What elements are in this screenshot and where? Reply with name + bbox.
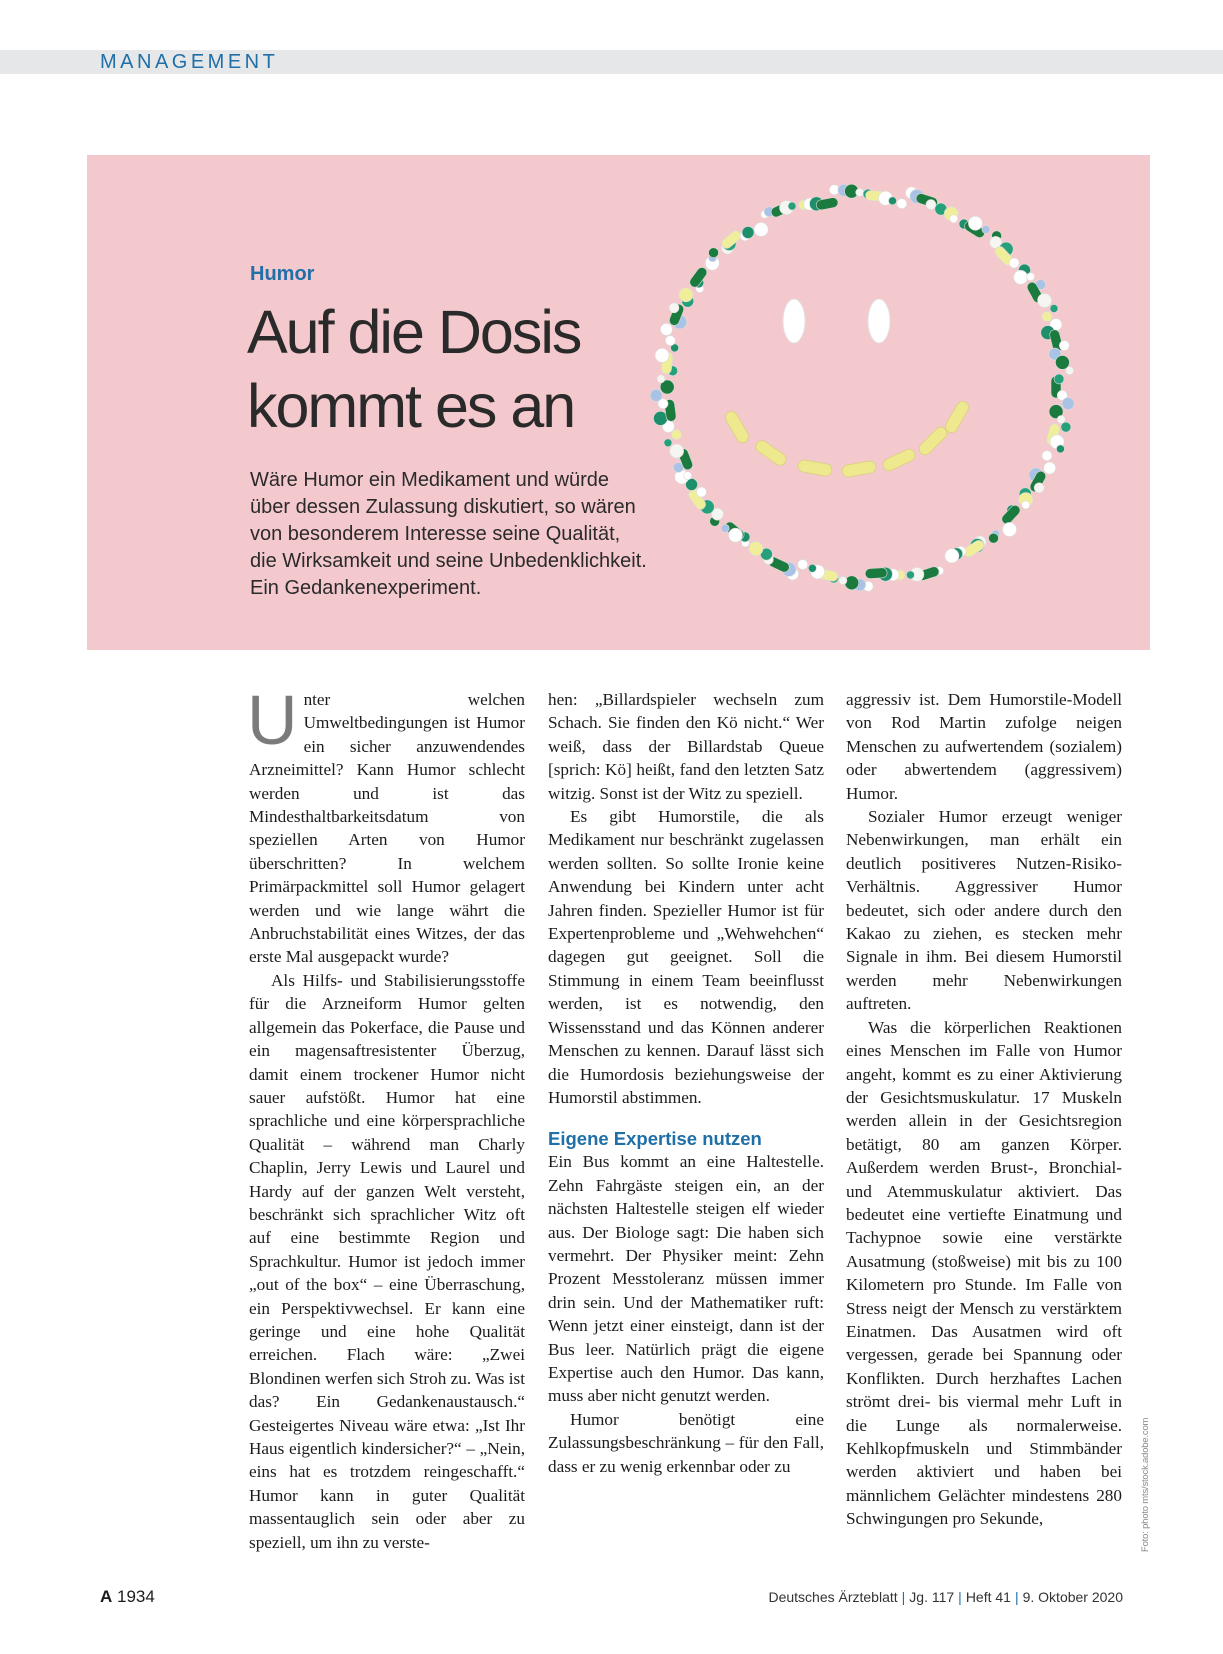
pill-icon (839, 577, 847, 585)
body-paragraph: Sozialer Humor erzeugt weniger Nebenwirkungen, man erhält ein deutlich positiveres Nutzen-Risiko-Verhältnis. Aggressiver Humor bedeutet, sich oder andere durch den Kakao zu ziehen, es stecken mehr Signale in ihm. Bei diesem Humorstil werden mehr Nebenwirkungen auftreten. (846, 807, 1122, 1014)
body-paragraph: aggressiv ist. Dem Humorstile-Modell von Rod Martin zufolge neigen Menschen zu aufwertendem (sozialem) oder abwertendem (aggressivem) Humor. (846, 690, 1122, 803)
pill-icon (881, 447, 917, 472)
pill-icon (797, 459, 833, 477)
pill-icon (943, 399, 970, 434)
pill-icon (889, 197, 897, 205)
pill-icon (1061, 422, 1071, 432)
pill-icon (754, 222, 768, 236)
pill-icon (1034, 483, 1044, 493)
lead-line: von besonderem Interesse seine Qualität, (250, 523, 621, 545)
pill-icon (856, 188, 864, 196)
journal-date: 9. Oktober 2020 (1022, 1589, 1123, 1605)
pill-icon (650, 389, 662, 401)
pill-icon (926, 200, 936, 210)
journal-volume: Jg. 117 (909, 1589, 955, 1605)
photo-credit: Foto: photo mts/stock.adobe.com (1140, 1417, 1151, 1552)
pill-icon (989, 533, 999, 543)
pill-icon (723, 409, 750, 444)
journal-issue: Heft 41 (965, 1589, 1011, 1605)
pill-icon (783, 299, 805, 343)
footer-citation (768, 1589, 1123, 1605)
pill-icon (1027, 273, 1035, 281)
pill-icon (671, 430, 681, 440)
body-paragraph: Humor benötigt eine Zulassungsbeschränkung – für den Fall, dass er zu wenig erkennbar oder zu (548, 1409, 824, 1476)
pill-icon (679, 288, 693, 302)
pill-icon (709, 248, 719, 258)
section-subhead: Eigene Expertise nutzen (548, 1128, 762, 1150)
pill-icon (845, 576, 859, 590)
pill-icon (670, 444, 684, 458)
pill-icon (669, 303, 679, 313)
pill-icon (684, 472, 692, 480)
pill-icon (868, 299, 890, 343)
pill-icon (688, 265, 709, 289)
pill-icon (788, 202, 796, 210)
pill-icon (696, 487, 706, 497)
article-lead (250, 467, 647, 602)
footer-separator: | (1014, 1589, 1019, 1605)
pill-icon (721, 524, 729, 532)
pill-icon (754, 438, 789, 467)
body-paragraph: Es gibt Humorstile, die als Medikament nur beschränkt zugelassen werden sollten. So sollte Ironie keine Anwendung bei Kindern unter acht Jahren finden. Spezieller Humor ist für Expertenprobleme und „Wehwehchen“ dagegen gut geeignet. Soll die Stimmung in einem Team beeinflusst werden, ist es notwendig, den Wissensstand und das Können anderer Menschen zu kennen. Darauf lässt sich die Humordosis beziehungsweise der Humorstil abstimmen. (548, 807, 824, 1107)
article-kicker: Humor (250, 263, 315, 285)
page-number: A 1934 (100, 1587, 155, 1606)
pill-icon (1062, 398, 1074, 410)
pill-icon (1066, 367, 1074, 375)
pill-icon (945, 549, 959, 563)
pill-icon (1009, 258, 1019, 268)
hero-banner (87, 155, 1150, 650)
pill-icon (1014, 270, 1028, 284)
pill-icon (1056, 445, 1064, 453)
pill-icon (664, 439, 672, 447)
pill-icon (906, 571, 914, 579)
article-column-3 (846, 688, 1122, 1531)
pill-icon (657, 375, 665, 383)
pill-icon (749, 542, 763, 556)
pill-icon (1038, 293, 1052, 307)
pill-icon (1050, 304, 1058, 312)
headline-line: Auf die Dosis (247, 298, 581, 366)
pill-icon (917, 425, 950, 458)
pill-icon (1044, 462, 1056, 474)
body-paragraph: Als Hilfs- und Stabilisierungsstoffe für die Arzneiform Humor gelten allgemein das Pokerface, die Pause und ein magensaftresistenter Überzug, damit einem trockener Humor nicht sauer aufstößt. Humor hat eine sprachliche und eine körpersprachliche Qualität – während man Charly Chaplin, Jerry Lewis und Laurel und Hardy auf der ganzen Welt versteht, beschränkt sich sprachlicher Witz oft auf eine bestimmte Region und Sprachkultur. Humor ist jedoch immer „out of the box“ – eine Überraschung, ein Perspektivwechsel. Er kann eine geringe und eine hohe Qualität erreichen. Flach wäre: „Zwei Blondinen werfen sich Stroh zu. Was ist das? Ein Gedankenaustausch.“ Gesteigertes Niveau wäre etwa: „Ist Ihr Haus eigentlich kindersicher?“ – „Nein, eins hat es trotzdem reingeschafft.“ Humor kann in guter Qualität massentauglich sein oder aber zu speziell, um ihn zu verste- (249, 970, 525, 1552)
pill-icon (897, 199, 907, 209)
body-paragraph: Was die körperlichen Reaktionen eines Menschen im Falle von Humor angeht, kommt es zu einer Aktivierung der Gesichtsmuskulatur. 17 Muskeln werden allein in der Gesichtsregion betätigt, 80 am ganzen Körper. Außerdem werden Brust-, Bronchial- und Atemmuskulatur aktiviert. Das bedeutet eine vertiefte Einatmung und Tachypnoe sowie eine verstärkte Ausatmung (stoßweise) mit bis zu 100 Kilometern pro Stunde. Im Falle von Stress neigt der Mensch zu verstärktem Einatmen. Das Ausatmen wird oft vergessen, gerade bei Spannung oder Konflikten. Durch herzhaftes Lachen strömt drei- bis viermal mehr Luft in die Lunge als normalerweise. Kehlkopfmuskeln und Stimmbänder werden aktiviert und haben bei männlichem Gelächter mindestens 280 Schwingungen pro Sekunde, (846, 1017, 1122, 1529)
pill-icon (729, 528, 743, 542)
pill-icon (1059, 341, 1069, 351)
body-text: nter welchen Umweltbedingungen ist Humor ein sicher anzuwendendes Arzneimittel? Kann Humor schlecht werden und ist das Mindesthaltbarkeitsdatum von speziellen Arten von Humor überschritten? In welchem Primärpackmittel soll Humor gelagert werden und wie lange währt die Anbruchstabilität eines Witzes, der das erste Mal ausgepackt wurde? (249, 690, 525, 967)
pill-icon (660, 323, 672, 335)
pill-icon (950, 215, 958, 223)
body-paragraph: hen: „Billardspieler wechseln zum Schach. Sie finden den Kö nicht.“ Wer weiß, dass der Billardstab Queue [sprich: Kö] heißt, fand den letzten Satz witzig. Sonst ist der Witz zu speziell. (548, 690, 824, 803)
pill-icon (968, 216, 982, 230)
pill-icon (742, 226, 754, 238)
pill-icon (1003, 522, 1017, 536)
pill-icon (808, 564, 816, 572)
lead-line: die Wirksamkeit und seine Unbedenklichkeit. (250, 550, 647, 572)
lead-line: Ein Gedankenexperiment. (250, 577, 482, 599)
journal-name: Deutsches Ärzteblatt (768, 1589, 898, 1605)
lead-line: Wäre Humor ein Medikament und würde (250, 469, 610, 491)
body-paragraph (247, 681, 525, 969)
pill-icon (865, 568, 888, 579)
footer-separator: | (958, 1589, 962, 1605)
pill-icon (1042, 451, 1052, 461)
headline-line: kommt es an (247, 372, 575, 440)
footer-separator: | (901, 1589, 906, 1605)
body-paragraph: Ein Bus kommt an eine Haltestelle. Zehn Fahrgäste steigen ein, an der nächsten Haltestelle steigen elf wieder aus. Der Biologe sagt: Die haben sich vermehrt. Der Physiker meint: Zehn Prozent Messtoleranz müssen immer drin sein. Und der Mathematiker ruft: Wenn jetzt einer einsteigt, dann ist der Bus leer. Natürlich prägt die eigene Expertise auch den Humor. Das kann, muss aber nicht genutzt werden. (548, 1152, 824, 1406)
pill-icon (665, 336, 675, 346)
pill-icon (841, 460, 877, 478)
lead-line: über dessen Zulassung diskutiert, so wären (250, 496, 636, 518)
article-column-1 (247, 681, 525, 1554)
drop-cap: U (247, 681, 298, 759)
pill-icon (1054, 374, 1064, 384)
pill-icon (798, 559, 808, 569)
section-label: MANAGEMENT (100, 51, 279, 73)
pill-icon (1022, 501, 1030, 509)
pill-icon (655, 348, 669, 362)
article-headline (247, 295, 580, 443)
pill-icon (1042, 312, 1052, 322)
pill-icon (982, 225, 990, 233)
article-column-2 (548, 688, 824, 1478)
